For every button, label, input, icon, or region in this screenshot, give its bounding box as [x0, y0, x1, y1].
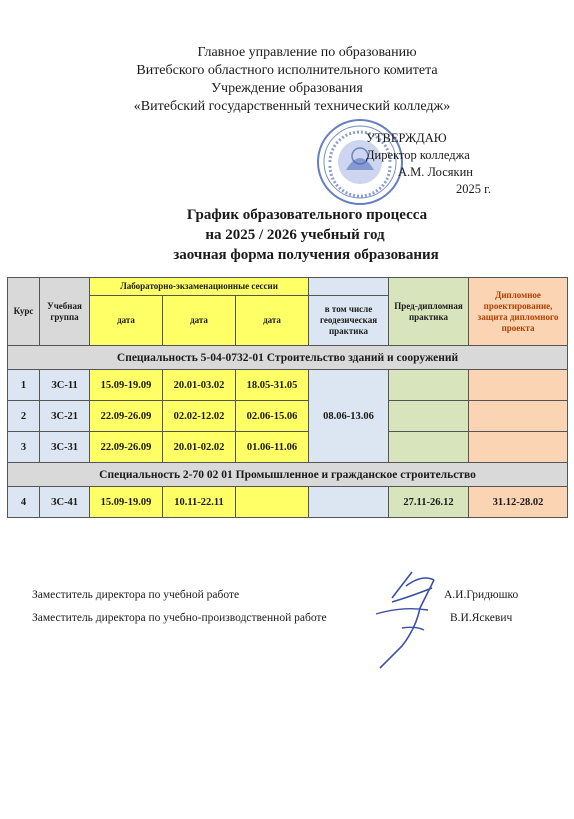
header-line-4: «Витебский государственный технический колледж» — [133, 99, 451, 114]
handwritten-signature-icon — [372, 568, 458, 672]
row2-group: ЗС-21 — [40, 401, 90, 432]
deputy-1-title: Заместитель директора по учебной работе — [32, 589, 240, 601]
row4-date-3 — [236, 487, 309, 518]
table-row — [8, 401, 568, 432]
approval-position: Директор колледжа — [366, 148, 470, 162]
header-date-3: дата — [236, 296, 309, 346]
header-date-2: дата — [163, 296, 236, 346]
row1-course: 1 — [8, 370, 40, 401]
header-sessions: Лабораторно-экзаменационные сессии — [90, 278, 309, 296]
row1-date-1: 15.09-19.09 — [90, 370, 163, 401]
header-sessions-blue — [309, 278, 389, 296]
header-geodetic: в том числе геодезическая практика — [309, 296, 389, 346]
row1-diploma — [469, 370, 568, 401]
row3-diploma — [469, 432, 568, 463]
row3-prediploma — [389, 432, 469, 463]
header-line-2: Витебского областного исполнительного комитета — [136, 63, 438, 78]
header-prediploma: Пред-дипломная практика — [389, 278, 469, 346]
table-row — [8, 432, 568, 463]
table-row — [8, 487, 568, 518]
row4-group: ЗС-41 — [40, 487, 90, 518]
geodetic-practice-dates: 08.06-13.06 — [309, 370, 389, 463]
row2-diploma — [469, 401, 568, 432]
approval-name: А.М. Лосякин — [398, 165, 473, 179]
approval-label: УТВЕРЖДАЮ — [366, 131, 447, 145]
title-line-2: на 2025 / 2026 учебный год — [205, 227, 385, 243]
deputy-2-title: Заместитель директора по учебно-производственной работе — [32, 612, 327, 624]
row1-date-3: 18.05-31.05 — [236, 370, 309, 401]
deputy-2-name: В.И.Яскевич — [450, 612, 513, 624]
table-row — [8, 370, 568, 401]
row2-prediploma — [389, 401, 469, 432]
row4-course: 4 — [8, 487, 40, 518]
header-line-1: Главное управление по образованию — [197, 45, 417, 60]
row3-date-1: 22.09-26.09 — [90, 432, 163, 463]
row2-date-1: 22.09-26.09 — [90, 401, 163, 432]
approval-block — [366, 130, 491, 198]
approval-date: 2025 г. — [456, 182, 491, 196]
row3-course: 3 — [8, 432, 40, 463]
header-row-1 — [8, 278, 568, 296]
specialty-2-label: Специальность 2-70 02 01 Промышленное и гражданское строительство — [8, 463, 568, 487]
row4-prediploma: 27.11-26.12 — [389, 487, 469, 518]
header-diploma: Дипломное проектирование, защита дипломного проекта — [469, 278, 568, 346]
row4-date-1: 15.09-19.09 — [90, 487, 163, 518]
specialty-row-1 — [8, 346, 568, 370]
row2-date-2: 02.02-12.02 — [163, 401, 236, 432]
schedule-table — [7, 277, 568, 518]
row4-diploma: 31.12-28.02 — [469, 487, 568, 518]
row1-date-2: 20.01-03.02 — [163, 370, 236, 401]
row1-prediploma — [389, 370, 469, 401]
header-group: Учебная группа — [40, 278, 90, 346]
row3-date-2: 20.01-02.02 — [163, 432, 236, 463]
document-header — [0, 44, 574, 116]
document-title — [0, 205, 574, 265]
row3-group: ЗС-31 — [40, 432, 90, 463]
row4-date-2: 10.11-22.11 — [163, 487, 236, 518]
deputy-1-name: А.И.Гридюшко — [444, 589, 519, 601]
specialty-row-2 — [8, 463, 568, 487]
row1-group: ЗС-11 — [40, 370, 90, 401]
title-line-1: График образовательного процесса — [186, 207, 428, 223]
header-date-1: дата — [90, 296, 163, 346]
title-line-3: заочная форма получения образования — [173, 247, 439, 263]
header-course: Курс — [8, 278, 40, 346]
row3-date-3: 01.06-11.06 — [236, 432, 309, 463]
specialty-1-label: Специальность 5-04-0732-01 Строительство зданий и сооружений — [8, 346, 568, 370]
row2-date-3: 02.06-15.06 — [236, 401, 309, 432]
row4-geodetic — [309, 487, 389, 518]
header-line-3: Учреждение образования — [211, 81, 363, 96]
row2-course: 2 — [8, 401, 40, 432]
